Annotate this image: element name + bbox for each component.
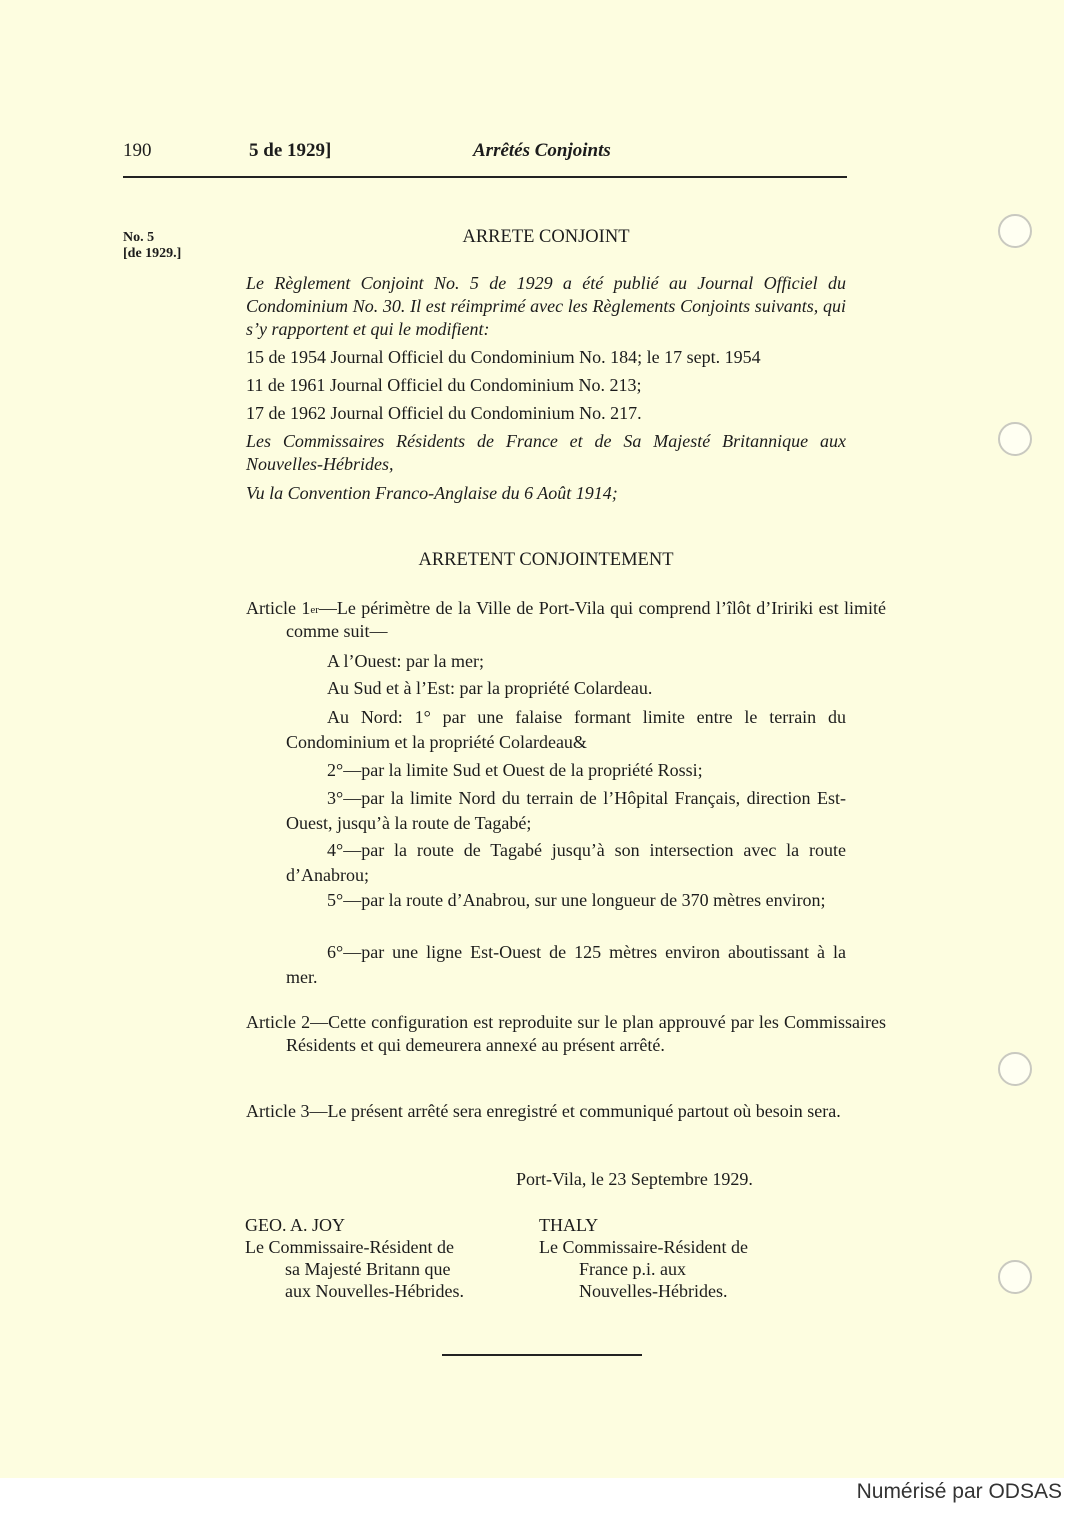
preamble-convention: Vu la Convention Franco-Anglaise du 6 Août 1914; [246, 483, 618, 503]
signatory-title-right-1: Le Commissaire-Résident de [539, 1237, 748, 1257]
article-1-label: Article 1 [246, 598, 311, 618]
punch-hole-icon [998, 1052, 1032, 1086]
article-2: Article 2—Cette configuration est reproduite sur le plan approuvé par les Commissaires Résidents et qui demeurera annexé au présent arrêté. [246, 1012, 886, 1055]
header-divider [123, 176, 847, 178]
decree-subheading: ARRETENT CONJOINTEMENT [418, 550, 674, 570]
article-1-item-north-2: 2°—par la limite Sud et Ouest de la propriété Rossi; [327, 760, 703, 780]
signatory-title-left-2: sa Majesté Britann que [285, 1259, 451, 1279]
digitization-credit: Numérisé par ODSAS [856, 1480, 1062, 1503]
article-1-item-south-east: Au Sud et à l’Est: par la propriété Colardeau. [327, 678, 653, 698]
page-number: 190 [123, 140, 152, 161]
article-1-text: —Le périmètre de la Ville de Port-Vila qui comprend l’îlôt d’Iririki est limité comme suit— [286, 598, 886, 641]
article-3: Article 3—Le présent arrêté sera enregistré et communiqué partout où besoin sera. [246, 1101, 841, 1121]
closing-divider [442, 1354, 642, 1356]
signatory-title-right-2: France p.i. aux [579, 1259, 686, 1279]
signatory-title-left-3: aux Nouvelles-Hébrides. [285, 1281, 464, 1301]
running-title: Arrêtés Conjoints [473, 140, 611, 161]
margin-note-year: [de 1929.] [123, 246, 182, 261]
place-and-date: Port-Vila, le 23 Septembre 1929. [516, 1169, 753, 1189]
punch-hole-icon [998, 1260, 1032, 1294]
running-header [123, 136, 847, 166]
signatory-name-left: GEO. A. JOY [245, 1215, 346, 1235]
article-1-item-north-3: 3°—par la limite Nord du terrain de l’Hôpital Français, direction Est-Ouest, jusqu’à la route de Tagabé; [286, 788, 846, 833]
margin-note-number: No. 5 [123, 230, 155, 245]
amendment-1962: 17 de 1962 Journal Officiel du Condominium No. 217. [246, 403, 642, 423]
amendment-1961: 11 de 1961 Journal Officiel du Condominium No. 213; [246, 375, 642, 395]
punch-hole-icon [998, 422, 1032, 456]
signatory-title-left-1: Le Commissaire-Résident de [245, 1237, 454, 1257]
preamble-commissioners: Les Commissaires Résidents de France et de Sa Majesté Britannique aux Nouvelles-Hébrides, [246, 431, 846, 474]
signature-right [539, 1214, 748, 1302]
signatory-name-right: THALY [539, 1215, 599, 1235]
signatory-title-right-3: Nouvelles-Hébrides. [579, 1281, 728, 1301]
article-1-item-north-6: 6°—par une ligne Est-Ouest de 125 mètres environ aboutissant à la mer. [286, 942, 846, 987]
preamble-intro: Le Règlement Conjoint No. 5 de 1929 a été publié au Journal Officiel du Condominium No. 30. Il est réimprimé avec les Règlements Conjoints suivants, qui s’y rapportent et qui le modifient: [246, 273, 846, 339]
article-1-item-north-1: Au Nord: 1° par une falaise formant limite entre le terrain du Condominium et la propriété Colardeau& [286, 707, 846, 752]
amendment-1954: 15 de 1954 Journal Officiel du Condominium No. 184; le 17 sept. 1954 [246, 347, 761, 367]
article-1-sup: er [310, 604, 319, 616]
act-reference: 5 de 1929] [249, 140, 332, 161]
punch-hole-icon [998, 214, 1032, 248]
article-1-item-west: A l’Ouest: par la mer; [327, 651, 484, 671]
document-heading: ARRETE CONJOINT [462, 227, 630, 247]
signature-left [245, 1214, 464, 1302]
article-1-item-north-5: 5°—par la route d’Anabrou, sur une longueur de 370 mètres environ; [327, 890, 826, 910]
article-1-item-north-4: 4°—par la route de Tagabé jusqu’à son intersection avec la route d’Anabrou; [286, 840, 846, 885]
article-1 [246, 597, 886, 643]
margin-note [123, 230, 181, 262]
